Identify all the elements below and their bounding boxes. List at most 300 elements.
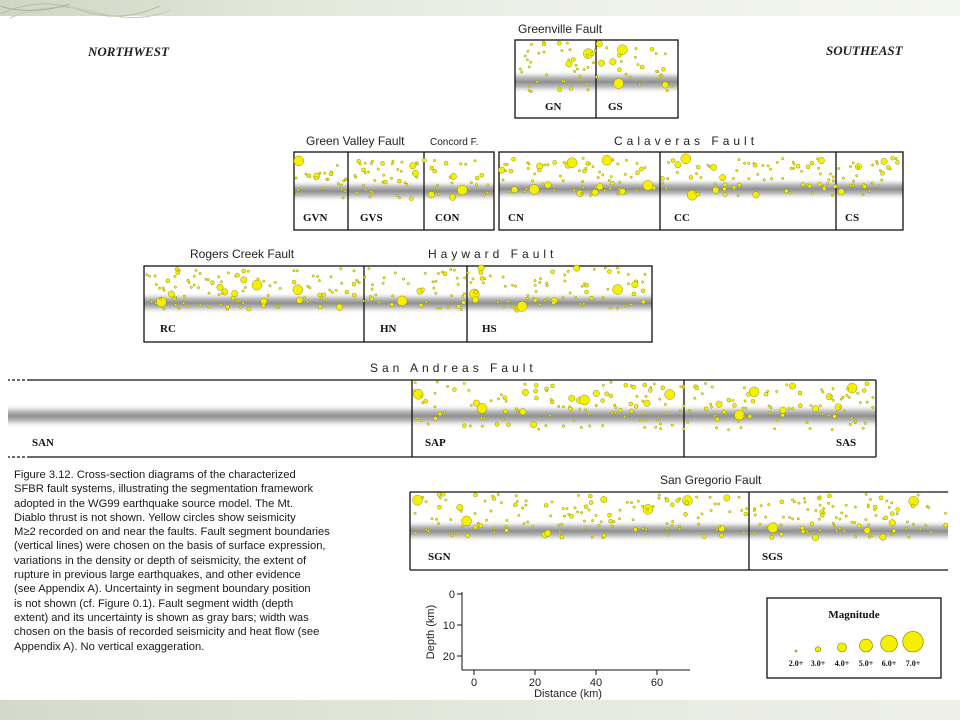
earthquake-marker (587, 413, 589, 415)
earthquake-marker (623, 415, 625, 417)
earthquake-marker (928, 507, 930, 509)
earthquake-marker (502, 276, 504, 278)
earthquake-marker (569, 87, 573, 91)
earthquake-marker (524, 383, 526, 385)
earthquake-marker (545, 425, 547, 427)
earthquake-marker (505, 528, 509, 532)
earthquake-marker (580, 395, 590, 405)
earthquake-marker (798, 391, 802, 395)
earthquake-marker (872, 406, 874, 408)
earthquake-marker (146, 274, 148, 276)
earthquake-marker (439, 497, 441, 499)
earthquake-marker (478, 265, 484, 271)
earthquake-marker (444, 161, 448, 165)
fault-title-calaveras: Calaveras Fault (614, 134, 759, 148)
earthquake-marker (770, 178, 772, 180)
earthquake-marker (535, 290, 537, 292)
earthquake-marker (371, 288, 373, 290)
earthquake-marker (749, 387, 759, 397)
earthquake-marker (295, 193, 297, 195)
earthquake-marker (820, 513, 824, 517)
direction-northwest-label: NORTHWEST (88, 44, 169, 59)
earthquake-marker (584, 505, 588, 509)
earthquake-marker (397, 179, 401, 183)
earthquake-marker (374, 179, 376, 181)
earthquake-marker (645, 395, 647, 397)
earthquake-marker (534, 383, 538, 387)
earthquake-marker (538, 281, 540, 283)
earthquake-marker (602, 296, 604, 298)
earthquake-marker (877, 185, 879, 187)
earthquake-marker (856, 175, 858, 177)
earthquake-marker (414, 382, 416, 384)
earthquake-marker (513, 503, 517, 507)
earthquake-marker (865, 518, 867, 520)
earthquake-marker (831, 428, 833, 430)
earthquake-marker (793, 501, 795, 503)
earthquake-marker (769, 412, 771, 414)
earthquake-marker (542, 41, 544, 43)
earthquake-marker (452, 388, 456, 392)
earthquake-marker (551, 384, 555, 388)
earthquake-marker (217, 284, 223, 290)
earthquake-marker (573, 70, 575, 72)
earthquake-marker (523, 523, 525, 525)
earthquake-marker (564, 280, 566, 282)
earthquake-marker (718, 526, 720, 528)
earthquake-marker (414, 512, 416, 514)
earthquake-marker (427, 530, 429, 532)
earthquake-marker (849, 165, 851, 167)
earthquake-marker (503, 396, 507, 400)
earthquake-marker (836, 529, 838, 531)
earthquake-marker (781, 413, 785, 417)
earthquake-marker (696, 496, 698, 498)
panel-calaveras (499, 152, 904, 230)
earthquake-marker (586, 54, 588, 56)
earthquake-marker (872, 396, 874, 398)
earthquake-marker (437, 493, 441, 497)
earthquake-marker (533, 298, 537, 302)
earthquake-marker (436, 518, 438, 520)
earthquake-marker (485, 519, 487, 521)
earthquake-marker (162, 287, 164, 289)
earthquake-marker (605, 392, 609, 396)
earthquake-marker (637, 63, 639, 65)
earthquake-marker (821, 413, 823, 415)
earthquake-marker (433, 287, 435, 289)
earthquake-marker (782, 177, 784, 179)
earthquake-marker (318, 293, 322, 297)
earthquake-marker (849, 423, 851, 425)
earthquake-marker (819, 529, 821, 531)
earthquake-marker (643, 383, 647, 387)
earthquake-marker (720, 534, 724, 538)
earthquake-marker (371, 284, 373, 286)
earthquake-marker (714, 415, 716, 417)
earthquake-marker (710, 509, 712, 511)
earthquake-marker (704, 407, 708, 411)
earthquake-marker (560, 535, 564, 539)
earthquake-marker (412, 170, 418, 176)
earthquake-marker (806, 530, 808, 532)
legend-magnitude-circle (815, 647, 820, 652)
earthquake-marker (530, 421, 536, 427)
earthquake-marker (425, 528, 427, 530)
earthquake-marker (827, 182, 829, 184)
earthquake-marker (604, 190, 606, 192)
earthquake-marker (585, 290, 589, 294)
earthquake-marker (632, 292, 636, 296)
earthquake-marker (244, 286, 246, 288)
earthquake-marker (558, 88, 562, 92)
earthquake-marker (689, 175, 693, 179)
earthquake-marker (644, 166, 646, 168)
earthquake-marker (562, 425, 564, 427)
earthquake-marker (564, 274, 566, 276)
earthquake-marker (336, 164, 338, 166)
earthquake-marker (839, 527, 841, 529)
earthquake-marker (625, 159, 627, 161)
earthquake-marker (773, 428, 775, 430)
earthquake-marker (247, 270, 249, 272)
earthquake-marker (884, 516, 888, 520)
earthquake-marker (430, 166, 434, 170)
earthquake-marker (630, 385, 632, 387)
earthquake-marker (550, 398, 552, 400)
earthquake-marker (723, 187, 727, 191)
earthquake-marker (675, 162, 681, 168)
earthquake-marker (515, 408, 517, 410)
earthquake-marker (433, 159, 435, 161)
earthquake-marker (709, 403, 711, 405)
earthquake-marker (839, 518, 841, 520)
earthquake-marker (792, 161, 794, 163)
earthquake-marker (617, 45, 627, 55)
earthquake-marker (362, 300, 364, 302)
earthquake-marker (493, 531, 495, 533)
earthquake-marker (183, 295, 185, 297)
earthquake-marker (241, 277, 247, 283)
earthquake-marker (569, 395, 575, 401)
earthquake-marker (527, 167, 529, 169)
earthquake-marker (613, 521, 615, 523)
legend-magnitude-circle (903, 631, 924, 652)
earthquake-marker (644, 426, 646, 428)
earthquake-marker (789, 192, 791, 194)
earthquake-marker (639, 84, 641, 86)
earthquake-marker (566, 508, 568, 510)
earthquake-marker (155, 283, 157, 285)
earthquake-marker (457, 283, 459, 285)
earthquake-marker (494, 527, 496, 529)
earthquake-marker (852, 180, 854, 182)
earthquake-marker (267, 294, 269, 296)
earthquake-marker (745, 507, 747, 509)
earthquake-marker (746, 392, 750, 396)
earthquake-marker (345, 178, 347, 180)
earthquake-marker (701, 513, 703, 515)
earthquake-marker (354, 174, 356, 176)
earthquake-marker (531, 180, 533, 182)
earthquake-marker (623, 304, 625, 306)
caption-line: is not shown (cf. Figure 0.1). Fault segment width (depth (14, 597, 294, 610)
earthquake-marker (743, 415, 745, 417)
earthquake-marker (632, 519, 634, 521)
earthquake-marker (851, 417, 853, 419)
earthquake-marker (609, 187, 611, 189)
earthquake-marker (463, 293, 465, 295)
earthquake-marker (484, 278, 486, 280)
earthquake-marker (218, 294, 220, 296)
earthquake-marker (767, 165, 769, 167)
earthquake-marker (370, 162, 372, 164)
panel-san-gregorio (410, 492, 948, 570)
earthquake-marker (641, 281, 643, 283)
earthquake-marker (743, 162, 745, 164)
earthquake-marker (539, 303, 541, 305)
earthquake-marker (544, 164, 546, 166)
earthquake-marker (587, 89, 589, 91)
earthquake-marker (450, 295, 452, 297)
earthquake-marker (521, 71, 523, 73)
earthquake-marker (532, 526, 534, 528)
earthquake-marker (796, 164, 800, 168)
earthquake-marker (457, 185, 467, 195)
earthquake-marker (583, 169, 587, 173)
earthquake-marker (549, 414, 551, 416)
earthquake-marker (609, 394, 613, 398)
earthquake-marker (568, 513, 570, 515)
earthquake-marker (740, 509, 742, 511)
earthquake-marker (713, 187, 719, 193)
earthquake-marker (809, 427, 811, 429)
earthquake-marker (398, 197, 400, 199)
earthquake-marker (526, 59, 528, 61)
earthquake-marker (671, 424, 673, 426)
earthquake-marker (606, 47, 608, 49)
earthquake-marker (610, 59, 616, 65)
earthquake-marker (589, 163, 591, 165)
earthquake-marker (610, 175, 612, 177)
earthquake-marker (592, 189, 598, 195)
segment-label-gvs: GVS (360, 212, 383, 224)
earthquake-marker (158, 287, 160, 289)
earthquake-marker (419, 303, 423, 307)
earthquake-marker (312, 275, 314, 277)
earthquake-marker (573, 189, 575, 191)
segment-label-gs: GS (608, 101, 623, 113)
earthquake-marker (848, 396, 850, 398)
earthquake-marker (624, 383, 628, 387)
earthquake-marker (811, 192, 813, 194)
earthquake-marker (776, 390, 778, 392)
earthquake-marker (744, 512, 748, 516)
earthquake-marker (868, 524, 870, 526)
earthquake-marker (810, 161, 814, 165)
earthquake-marker (601, 424, 603, 426)
earthquake-marker (342, 180, 344, 182)
earthquake-marker (595, 404, 597, 406)
earthquake-marker (563, 80, 565, 82)
earthquake-marker (242, 269, 246, 273)
earthquake-marker (296, 270, 298, 272)
earthquake-marker (612, 159, 614, 161)
earthquake-marker (842, 396, 844, 398)
earthquake-marker (557, 41, 561, 45)
earthquake-marker (595, 186, 597, 188)
earthquake-marker (803, 497, 805, 499)
earthquake-marker (709, 496, 711, 498)
earthquake-marker (448, 532, 450, 534)
earthquake-marker (293, 285, 303, 295)
earthquake-marker (402, 278, 404, 280)
earthquake-marker (220, 281, 222, 283)
earthquake-marker (665, 390, 675, 400)
earthquake-marker (465, 163, 467, 165)
earthquake-marker (593, 268, 595, 270)
earthquake-marker (369, 295, 371, 297)
earthquake-marker (862, 194, 864, 196)
earthquake-marker (545, 74, 547, 76)
earthquake-marker (748, 162, 750, 164)
earthquake-marker (817, 167, 819, 169)
earthquake-marker (748, 414, 752, 418)
earthquake-marker (340, 184, 342, 186)
earthquake-marker (604, 267, 606, 269)
earthquake-marker (865, 382, 869, 386)
fault-title-green-valley: Green Valley Fault (306, 134, 405, 148)
earthquake-marker (587, 66, 589, 68)
earthquake-marker (321, 187, 323, 189)
earthquake-marker (780, 532, 784, 536)
earthquake-marker (558, 405, 560, 407)
earthquake-marker (431, 518, 433, 520)
earthquake-marker (474, 290, 478, 294)
earthquake-marker (736, 169, 738, 171)
earthquake-marker (627, 273, 629, 275)
earthquake-marker (421, 395, 423, 397)
earthquake-marker (618, 188, 620, 190)
earthquake-marker (632, 282, 638, 288)
earthquake-marker (502, 179, 504, 181)
earthquake-marker (577, 494, 579, 496)
earthquake-marker (598, 60, 604, 66)
earthquake-marker (738, 158, 740, 160)
earthquake-marker (199, 272, 201, 274)
earthquake-marker (482, 282, 484, 284)
legend-title: Magnitude (828, 609, 880, 621)
caption-line: M≥2 recorded on and near the faults. Fault segment boundaries (14, 526, 330, 539)
earthquake-marker (602, 174, 604, 176)
earthquake-marker (425, 301, 427, 303)
earthquake-marker (611, 412, 613, 414)
earthquake-marker (319, 172, 321, 174)
earthquake-marker (436, 307, 438, 309)
earthquake-marker (519, 68, 521, 70)
earthquake-marker (508, 191, 510, 193)
earthquake-marker (263, 280, 265, 282)
earthquake-marker (558, 524, 560, 526)
earthquake-marker (661, 176, 665, 180)
earthquake-marker (331, 171, 333, 173)
earthquake-marker (527, 50, 529, 52)
earthquake-marker (394, 272, 396, 274)
earthquake-marker (661, 67, 665, 71)
earthquake-marker (780, 500, 784, 504)
earthquake-marker (581, 285, 583, 287)
earthquake-marker (307, 285, 309, 287)
earthquake-marker (760, 505, 762, 507)
earthquake-marker (174, 275, 176, 277)
depth-tick-label: 20 (442, 651, 455, 663)
earthquake-marker (832, 399, 834, 401)
earthquake-marker (261, 304, 265, 308)
earthquake-marker (833, 184, 837, 188)
earthquake-marker (837, 167, 839, 169)
earthquake-marker (857, 166, 859, 168)
earthquake-marker (341, 282, 343, 284)
earthquake-marker (469, 425, 471, 427)
earthquake-marker (480, 276, 484, 280)
earthquake-marker (460, 308, 462, 310)
earthquake-marker (195, 269, 197, 271)
earthquake-marker (190, 286, 192, 288)
earthquake-marker (589, 425, 591, 427)
earthquake-marker (574, 507, 576, 509)
earthquake-marker (806, 165, 810, 169)
earthquake-marker (635, 47, 637, 49)
earthquake-marker (919, 528, 921, 530)
earthquake-marker (581, 180, 583, 182)
earthquake-marker (665, 498, 669, 502)
earthquake-marker (546, 284, 548, 286)
depth-tick-label: 10 (442, 620, 455, 632)
earthquake-marker (583, 303, 585, 305)
earthquake-marker (257, 278, 259, 280)
earthquake-marker (583, 520, 585, 522)
earthquake-marker (536, 81, 538, 83)
earthquake-marker (576, 68, 578, 70)
earthquake-marker (569, 407, 573, 411)
earthquake-marker (574, 265, 580, 271)
earthquake-marker (295, 177, 297, 179)
earthquake-marker (633, 506, 635, 508)
earthquake-marker (852, 184, 854, 186)
earthquake-marker (944, 512, 946, 514)
earthquake-marker (269, 285, 271, 287)
earthquake-marker (666, 522, 668, 524)
earthquake-marker (817, 182, 821, 186)
earthquake-marker (880, 534, 886, 540)
earthquake-marker (436, 381, 438, 383)
earthquake-marker (261, 298, 267, 304)
earthquake-marker (806, 184, 808, 186)
earthquake-marker (650, 47, 654, 51)
earthquake-marker (390, 303, 394, 307)
segment-label-hn: HN (380, 323, 397, 335)
earthquake-marker (544, 503, 548, 507)
earthquake-marker (515, 494, 517, 496)
earthquake-marker (473, 400, 479, 406)
earthquake-marker (294, 156, 304, 166)
legend-magnitude-circle (795, 650, 797, 652)
magnitude-legend (767, 598, 941, 678)
earthquake-marker (617, 193, 619, 195)
segment-label-san: SAN (32, 437, 55, 449)
earthquake-marker (872, 164, 874, 166)
earthquake-marker (322, 293, 326, 297)
